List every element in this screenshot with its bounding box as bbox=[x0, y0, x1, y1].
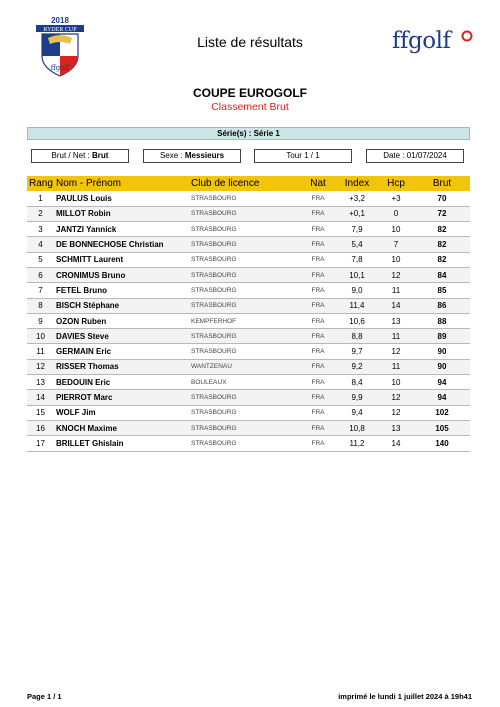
sexe-value: Messieurs bbox=[184, 151, 225, 160]
hcp-cell: 11 bbox=[378, 283, 414, 298]
club-cell: STRASBOURG bbox=[189, 267, 300, 282]
nat-cell: FRA bbox=[300, 344, 336, 359]
brut-cell: 70 bbox=[414, 191, 470, 206]
rank-cell: 2 bbox=[27, 206, 54, 221]
hcp-cell: 13 bbox=[378, 420, 414, 435]
index-cell: 7,9 bbox=[336, 222, 378, 237]
rank-cell: 1 bbox=[27, 191, 54, 206]
brut-cell: 90 bbox=[414, 359, 470, 374]
table-row bbox=[27, 313, 470, 328]
table-row bbox=[27, 298, 470, 313]
club-cell: STRASBOURG bbox=[189, 390, 300, 405]
hcp-cell: 12 bbox=[378, 344, 414, 359]
table-row bbox=[27, 375, 470, 390]
hcp-cell: +3 bbox=[378, 191, 414, 206]
nat-cell: FRA bbox=[300, 298, 336, 313]
rank-cell: 6 bbox=[27, 267, 54, 282]
nat-cell: FRA bbox=[300, 313, 336, 328]
brut-cell: 72 bbox=[414, 206, 470, 221]
club-cell: WANTZENAU bbox=[189, 359, 300, 374]
index-cell: 5,4 bbox=[336, 237, 378, 252]
name-cell: FETEL Bruno bbox=[54, 283, 189, 298]
club-cell: BOULEAUX bbox=[189, 375, 300, 390]
hcp-cell: 12 bbox=[378, 267, 414, 282]
nat-cell: FRA bbox=[300, 206, 336, 221]
club-cell: STRASBOURG bbox=[189, 191, 300, 206]
nat-cell: FRA bbox=[300, 390, 336, 405]
competition-title: COUPE EUROGOLF bbox=[192, 86, 307, 100]
nat-cell: FRA bbox=[300, 252, 336, 267]
name-cell: BISCH Stéphane bbox=[54, 298, 189, 313]
column-header-hcp: Hcp bbox=[378, 176, 414, 191]
brut-cell: 105 bbox=[414, 420, 470, 435]
nat-cell: FRA bbox=[300, 420, 336, 435]
brut-net-label: Brut / Net : bbox=[51, 151, 90, 160]
classement-subtitle: Classement Brut bbox=[211, 101, 289, 113]
club-cell: STRASBOURG bbox=[189, 436, 300, 451]
rank-cell: 14 bbox=[27, 390, 54, 405]
rank-cell: 10 bbox=[27, 329, 54, 344]
brut-cell: 86 bbox=[414, 298, 470, 313]
nat-cell: FRA bbox=[300, 375, 336, 390]
brut-cell: 82 bbox=[414, 222, 470, 237]
name-cell: JANTZI Yannick bbox=[54, 222, 189, 237]
name-cell: CRONIMUS Bruno bbox=[54, 267, 189, 282]
column-header-rang: Rang bbox=[29, 178, 53, 189]
index-cell: 11,4 bbox=[336, 298, 378, 313]
table-row bbox=[27, 206, 470, 221]
name-cell: WOLF Jim bbox=[54, 405, 189, 420]
nat-cell: FRA bbox=[300, 283, 336, 298]
rank-cell: 17 bbox=[27, 436, 54, 451]
ryder-logo-text: RYDER CUP bbox=[43, 27, 77, 33]
hcp-cell: 0 bbox=[378, 206, 414, 221]
column-header-nat: Nat bbox=[300, 176, 336, 191]
club-cell: STRASBOURG bbox=[189, 237, 300, 252]
nat-cell: FRA bbox=[300, 436, 336, 451]
brut-cell: 82 bbox=[414, 237, 470, 252]
rank-cell: 5 bbox=[27, 252, 54, 267]
table-row bbox=[27, 222, 470, 237]
table-row bbox=[27, 390, 470, 405]
hcp-cell: 11 bbox=[378, 329, 414, 344]
series-band: Série(s) : Série 1 bbox=[27, 127, 470, 140]
results-body bbox=[27, 191, 470, 451]
nat-cell: FRA bbox=[300, 222, 336, 237]
hcp-cell: 12 bbox=[378, 405, 414, 420]
table-row bbox=[27, 237, 470, 252]
brut-cell: 102 bbox=[414, 405, 470, 420]
name-cell: BRILLET Ghislain bbox=[54, 436, 189, 451]
index-cell: 7,8 bbox=[336, 252, 378, 267]
table-row bbox=[27, 329, 470, 344]
index-cell: +0,1 bbox=[336, 206, 378, 221]
hcp-cell: 14 bbox=[378, 436, 414, 451]
ryder-cup-logo bbox=[28, 14, 92, 82]
date-filter: Date : 01/07/2024 bbox=[366, 149, 464, 163]
ryder-logo-year: 2018 bbox=[51, 16, 69, 25]
name-cell: DE BONNECHOSE Christian bbox=[54, 237, 189, 252]
name-cell: PAULUS Louis bbox=[54, 191, 189, 206]
index-cell: 10,8 bbox=[336, 420, 378, 435]
rank-cell: 3 bbox=[27, 222, 54, 237]
table-header-row bbox=[27, 176, 470, 191]
rank-cell: 4 bbox=[27, 237, 54, 252]
print-date: imprimé le lundi 1 juillet 2024 à 19h41 bbox=[338, 692, 472, 701]
index-cell: 9,2 bbox=[336, 359, 378, 374]
rank-cell: 9 bbox=[27, 313, 54, 328]
index-cell: 8,4 bbox=[336, 375, 378, 390]
table-row bbox=[27, 359, 470, 374]
name-cell: KNOCH Maxime bbox=[54, 420, 189, 435]
index-cell: 11,2 bbox=[336, 436, 378, 451]
column-header-index: Index bbox=[336, 176, 378, 191]
column-header-club: Club de licence bbox=[189, 176, 300, 191]
hcp-cell: 10 bbox=[378, 375, 414, 390]
index-cell: 9,4 bbox=[336, 405, 378, 420]
brut-cell: 84 bbox=[414, 267, 470, 282]
index-cell: 9,9 bbox=[336, 390, 378, 405]
hcp-cell: 10 bbox=[378, 222, 414, 237]
club-cell: STRASBOURG bbox=[189, 206, 300, 221]
table-row bbox=[27, 283, 470, 298]
rank-cell: 13 bbox=[27, 375, 54, 390]
rank-cell: 7 bbox=[27, 283, 54, 298]
nat-cell: FRA bbox=[300, 359, 336, 374]
club-cell: STRASBOURG bbox=[189, 420, 300, 435]
rank-cell: 11 bbox=[27, 344, 54, 359]
club-cell: STRASBOURG bbox=[189, 283, 300, 298]
club-cell: STRASBOURG bbox=[189, 222, 300, 237]
table-row bbox=[27, 191, 470, 206]
index-cell: 10,6 bbox=[336, 313, 378, 328]
ryder-logo-sub: ffgolf bbox=[50, 64, 70, 72]
index-cell: 9,7 bbox=[336, 344, 378, 359]
brut-cell: 94 bbox=[414, 375, 470, 390]
name-cell: DAVIES Steve bbox=[54, 329, 189, 344]
rank-cell: 16 bbox=[27, 420, 54, 435]
table-row bbox=[27, 252, 470, 267]
club-cell: STRASBOURG bbox=[189, 344, 300, 359]
nat-cell: FRA bbox=[300, 405, 336, 420]
brut-cell: 94 bbox=[414, 390, 470, 405]
sexe-label: Sexe : bbox=[159, 151, 183, 160]
hcp-cell: 11 bbox=[378, 359, 414, 374]
index-cell: 8,8 bbox=[336, 329, 378, 344]
tour-filter: Tour 1 / 1 bbox=[254, 149, 352, 163]
hcp-cell: 14 bbox=[378, 298, 414, 313]
club-cell: KEMPFERHOF bbox=[189, 313, 300, 328]
results-table bbox=[27, 176, 470, 452]
page-number: Page 1 / 1 bbox=[27, 692, 62, 701]
column-header-brut: Brut bbox=[414, 176, 470, 191]
table-row bbox=[27, 436, 470, 451]
rank-cell: 12 bbox=[27, 359, 54, 374]
rank-cell: 8 bbox=[27, 298, 54, 313]
name-cell: RISSER Thomas bbox=[54, 359, 189, 374]
table-row bbox=[27, 267, 470, 282]
brut-cell: 89 bbox=[414, 329, 470, 344]
club-cell: STRASBOURG bbox=[189, 298, 300, 313]
brut-cell: 140 bbox=[414, 436, 470, 451]
brut-net-value: Brut bbox=[92, 151, 109, 160]
hcp-cell: 13 bbox=[378, 313, 414, 328]
ffgolf-logo-mark bbox=[461, 30, 473, 42]
table-row bbox=[27, 420, 470, 435]
hcp-cell: 12 bbox=[378, 390, 414, 405]
club-cell: STRASBOURG bbox=[189, 252, 300, 267]
index-cell: 10,1 bbox=[336, 267, 378, 282]
index-cell: +3,2 bbox=[336, 191, 378, 206]
brut-net-filter bbox=[31, 149, 129, 163]
index-cell: 9,0 bbox=[336, 283, 378, 298]
page-title: Liste de résultats bbox=[197, 34, 303, 50]
brut-cell: 88 bbox=[414, 313, 470, 328]
club-cell: STRASBOURG bbox=[189, 405, 300, 420]
nat-cell: FRA bbox=[300, 191, 336, 206]
sexe-filter bbox=[143, 149, 241, 163]
nat-cell: FRA bbox=[300, 329, 336, 344]
hcp-cell: 7 bbox=[378, 237, 414, 252]
nat-cell: FRA bbox=[300, 267, 336, 282]
brut-cell: 82 bbox=[414, 252, 470, 267]
name-cell: SCHMITT Laurent bbox=[54, 252, 189, 267]
name-cell: BEDOUIN Eric bbox=[54, 375, 189, 390]
ffgolf-logo: ffgolf bbox=[392, 28, 451, 54]
name-cell: MILLOT Robin bbox=[54, 206, 189, 221]
name-cell: OZON Ruben bbox=[54, 313, 189, 328]
table-row bbox=[27, 344, 470, 359]
column-header-nom: Nom - Prénom bbox=[54, 176, 189, 191]
hcp-cell: 10 bbox=[378, 252, 414, 267]
rank-cell: 15 bbox=[27, 405, 54, 420]
name-cell: PIERROT Marc bbox=[54, 390, 189, 405]
brut-cell: 85 bbox=[414, 283, 470, 298]
table-row bbox=[27, 405, 470, 420]
nat-cell: FRA bbox=[300, 237, 336, 252]
club-cell: STRASBOURG bbox=[189, 329, 300, 344]
name-cell: GERMAIN Eric bbox=[54, 344, 189, 359]
brut-cell: 90 bbox=[414, 344, 470, 359]
